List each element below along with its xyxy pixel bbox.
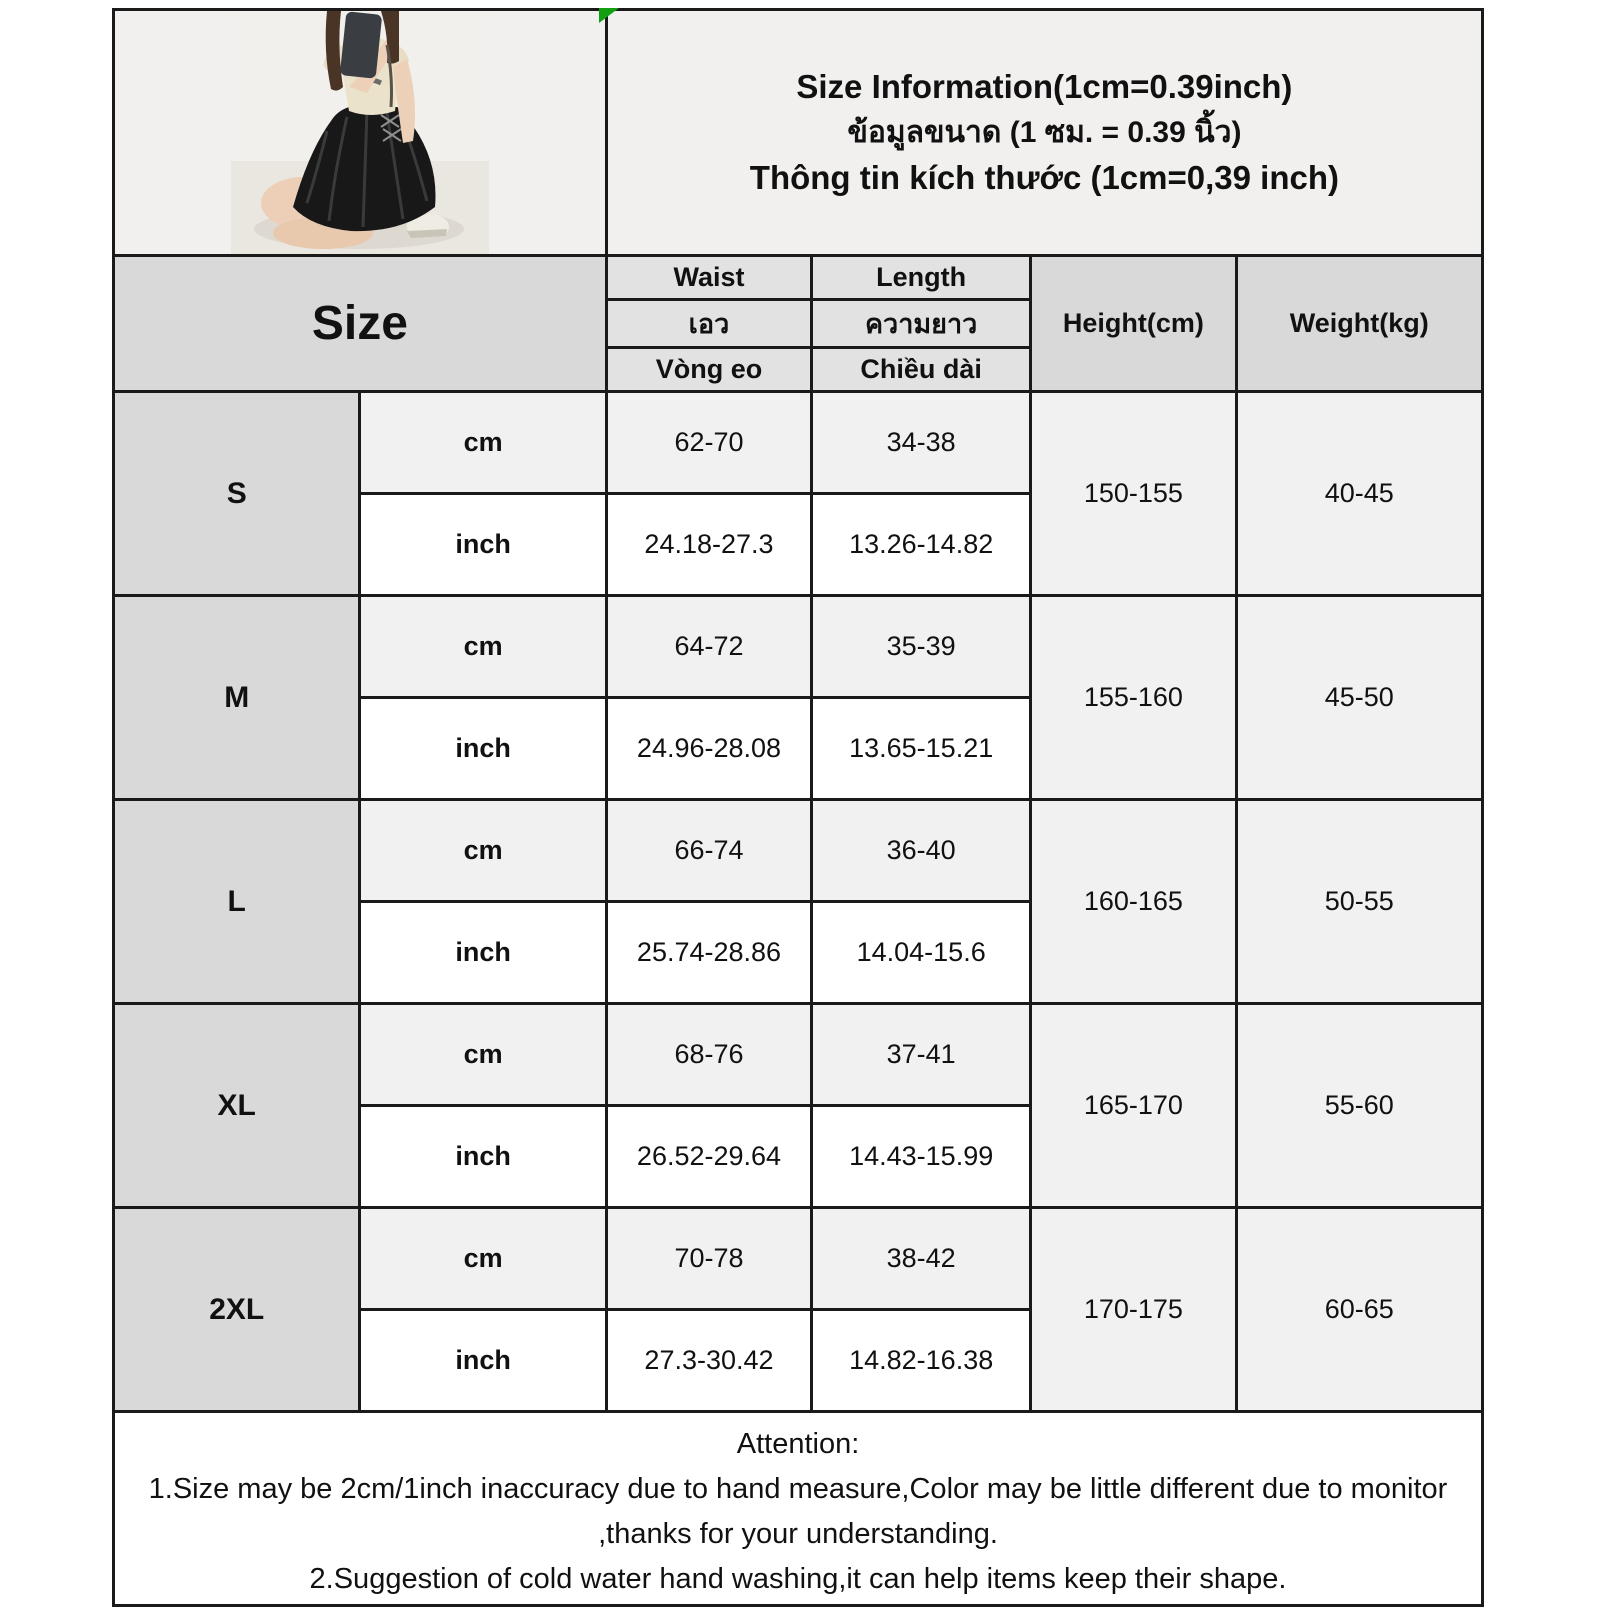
title-thai: ข้อมูลขนาด (1 ซม. = 0.39 นิ้ว) bbox=[847, 115, 1242, 149]
weight-value: 45-50 bbox=[1236, 596, 1482, 800]
unit-label-inch: inch bbox=[360, 1106, 606, 1208]
table-row-l-cm bbox=[114, 800, 1483, 902]
length-header-vi: Chiều dài bbox=[812, 348, 1031, 392]
height-value: 170-175 bbox=[1031, 1208, 1236, 1412]
attention-line-1: 1.Size may be 2cm/1inch inaccuracy due to hand measure,Color may be little different due to monitor ,thanks for your understanding. bbox=[148, 1473, 1448, 1550]
length-cm-value: 38-42 bbox=[812, 1208, 1031, 1310]
height-column-header: Height(cm) bbox=[1031, 256, 1236, 392]
unit-label-cm: cm bbox=[360, 392, 606, 494]
height-value: 155-160 bbox=[1031, 596, 1236, 800]
height-value: 150-155 bbox=[1031, 392, 1236, 596]
waist-header-th: เอว bbox=[606, 300, 811, 348]
unit-label-inch: inch bbox=[360, 494, 606, 596]
waist-header-en: Waist bbox=[606, 256, 811, 300]
unit-label-cm: cm bbox=[360, 1004, 606, 1106]
column-header-row-1 bbox=[114, 256, 1483, 300]
length-header-th: ความยาว bbox=[812, 300, 1031, 348]
height-value: 160-165 bbox=[1031, 800, 1236, 1004]
waist-inch-value: 24.96-28.08 bbox=[606, 698, 811, 800]
waist-header-vi: Vòng eo bbox=[606, 348, 811, 392]
table-row-s-cm bbox=[114, 392, 1483, 494]
waist-cm-value: 62-70 bbox=[606, 392, 811, 494]
table-row-m-cm bbox=[114, 596, 1483, 698]
size-label-s: S bbox=[114, 392, 360, 596]
waist-inch-value: 25.74-28.86 bbox=[606, 902, 811, 1004]
header-banner-row bbox=[114, 10, 1483, 256]
length-inch-value: 13.65-15.21 bbox=[812, 698, 1031, 800]
table-row-xl-cm bbox=[114, 1004, 1483, 1106]
green-corner-flag-icon bbox=[599, 8, 619, 23]
waist-cm-value: 68-76 bbox=[606, 1004, 811, 1106]
length-inch-value: 14.82-16.38 bbox=[812, 1310, 1031, 1412]
length-header-en: Length bbox=[812, 256, 1031, 300]
size-label-l: L bbox=[114, 800, 360, 1004]
unit-label-inch: inch bbox=[360, 902, 606, 1004]
waist-cm-value: 70-78 bbox=[606, 1208, 811, 1310]
unit-label-cm: cm bbox=[360, 1208, 606, 1310]
table-row-2xl-cm bbox=[114, 1208, 1483, 1310]
waist-inch-value: 24.18-27.3 bbox=[606, 494, 811, 596]
attention-note bbox=[114, 1412, 1483, 1606]
product-photo-illustration bbox=[231, 11, 489, 254]
attention-line-2: 2.Suggestion of cold water hand washing,it can help items keep their shape. bbox=[309, 1562, 1287, 1595]
size-column-header: Size bbox=[114, 256, 607, 392]
length-cm-value: 36-40 bbox=[812, 800, 1031, 902]
length-inch-value: 13.26-14.82 bbox=[812, 494, 1031, 596]
weight-value: 55-60 bbox=[1236, 1004, 1482, 1208]
length-inch-value: 14.04-15.6 bbox=[812, 902, 1031, 1004]
attention-heading: Attention: bbox=[736, 1428, 860, 1461]
waist-cm-value: 66-74 bbox=[606, 800, 811, 902]
length-cm-value: 34-38 bbox=[812, 392, 1031, 494]
size-chart-table bbox=[112, 8, 1484, 1607]
unit-label-cm: cm bbox=[360, 596, 606, 698]
unit-label-inch: inch bbox=[360, 1310, 606, 1412]
weight-value: 60-65 bbox=[1236, 1208, 1482, 1412]
size-info-title bbox=[606, 10, 1482, 256]
length-inch-value: 14.43-15.99 bbox=[812, 1106, 1031, 1208]
unit-label-cm: cm bbox=[360, 800, 606, 902]
title-vietnamese: Thông tin kích thước (1cm=0,39 inch) bbox=[749, 159, 1339, 197]
weight-value: 50-55 bbox=[1236, 800, 1482, 1004]
length-cm-value: 37-41 bbox=[812, 1004, 1031, 1106]
waist-inch-value: 26.52-29.64 bbox=[606, 1106, 811, 1208]
weight-value: 40-45 bbox=[1236, 392, 1482, 596]
waist-cm-value: 64-72 bbox=[606, 596, 811, 698]
waist-inch-value: 27.3-30.42 bbox=[606, 1310, 811, 1412]
size-chart-wrapper bbox=[112, 8, 1484, 1607]
product-photo-cell bbox=[114, 10, 607, 256]
weight-column-header: Weight(kg) bbox=[1236, 256, 1482, 392]
unit-label-inch: inch bbox=[360, 698, 606, 800]
size-label-2xl: 2XL bbox=[114, 1208, 360, 1412]
size-label-m: M bbox=[114, 596, 360, 800]
product-photo bbox=[231, 11, 489, 254]
attention-row bbox=[114, 1412, 1483, 1606]
height-value: 165-170 bbox=[1031, 1004, 1236, 1208]
size-label-xl: XL bbox=[114, 1004, 360, 1208]
title-english: Size Information(1cm=0.39inch) bbox=[796, 67, 1293, 105]
length-cm-value: 35-39 bbox=[812, 596, 1031, 698]
